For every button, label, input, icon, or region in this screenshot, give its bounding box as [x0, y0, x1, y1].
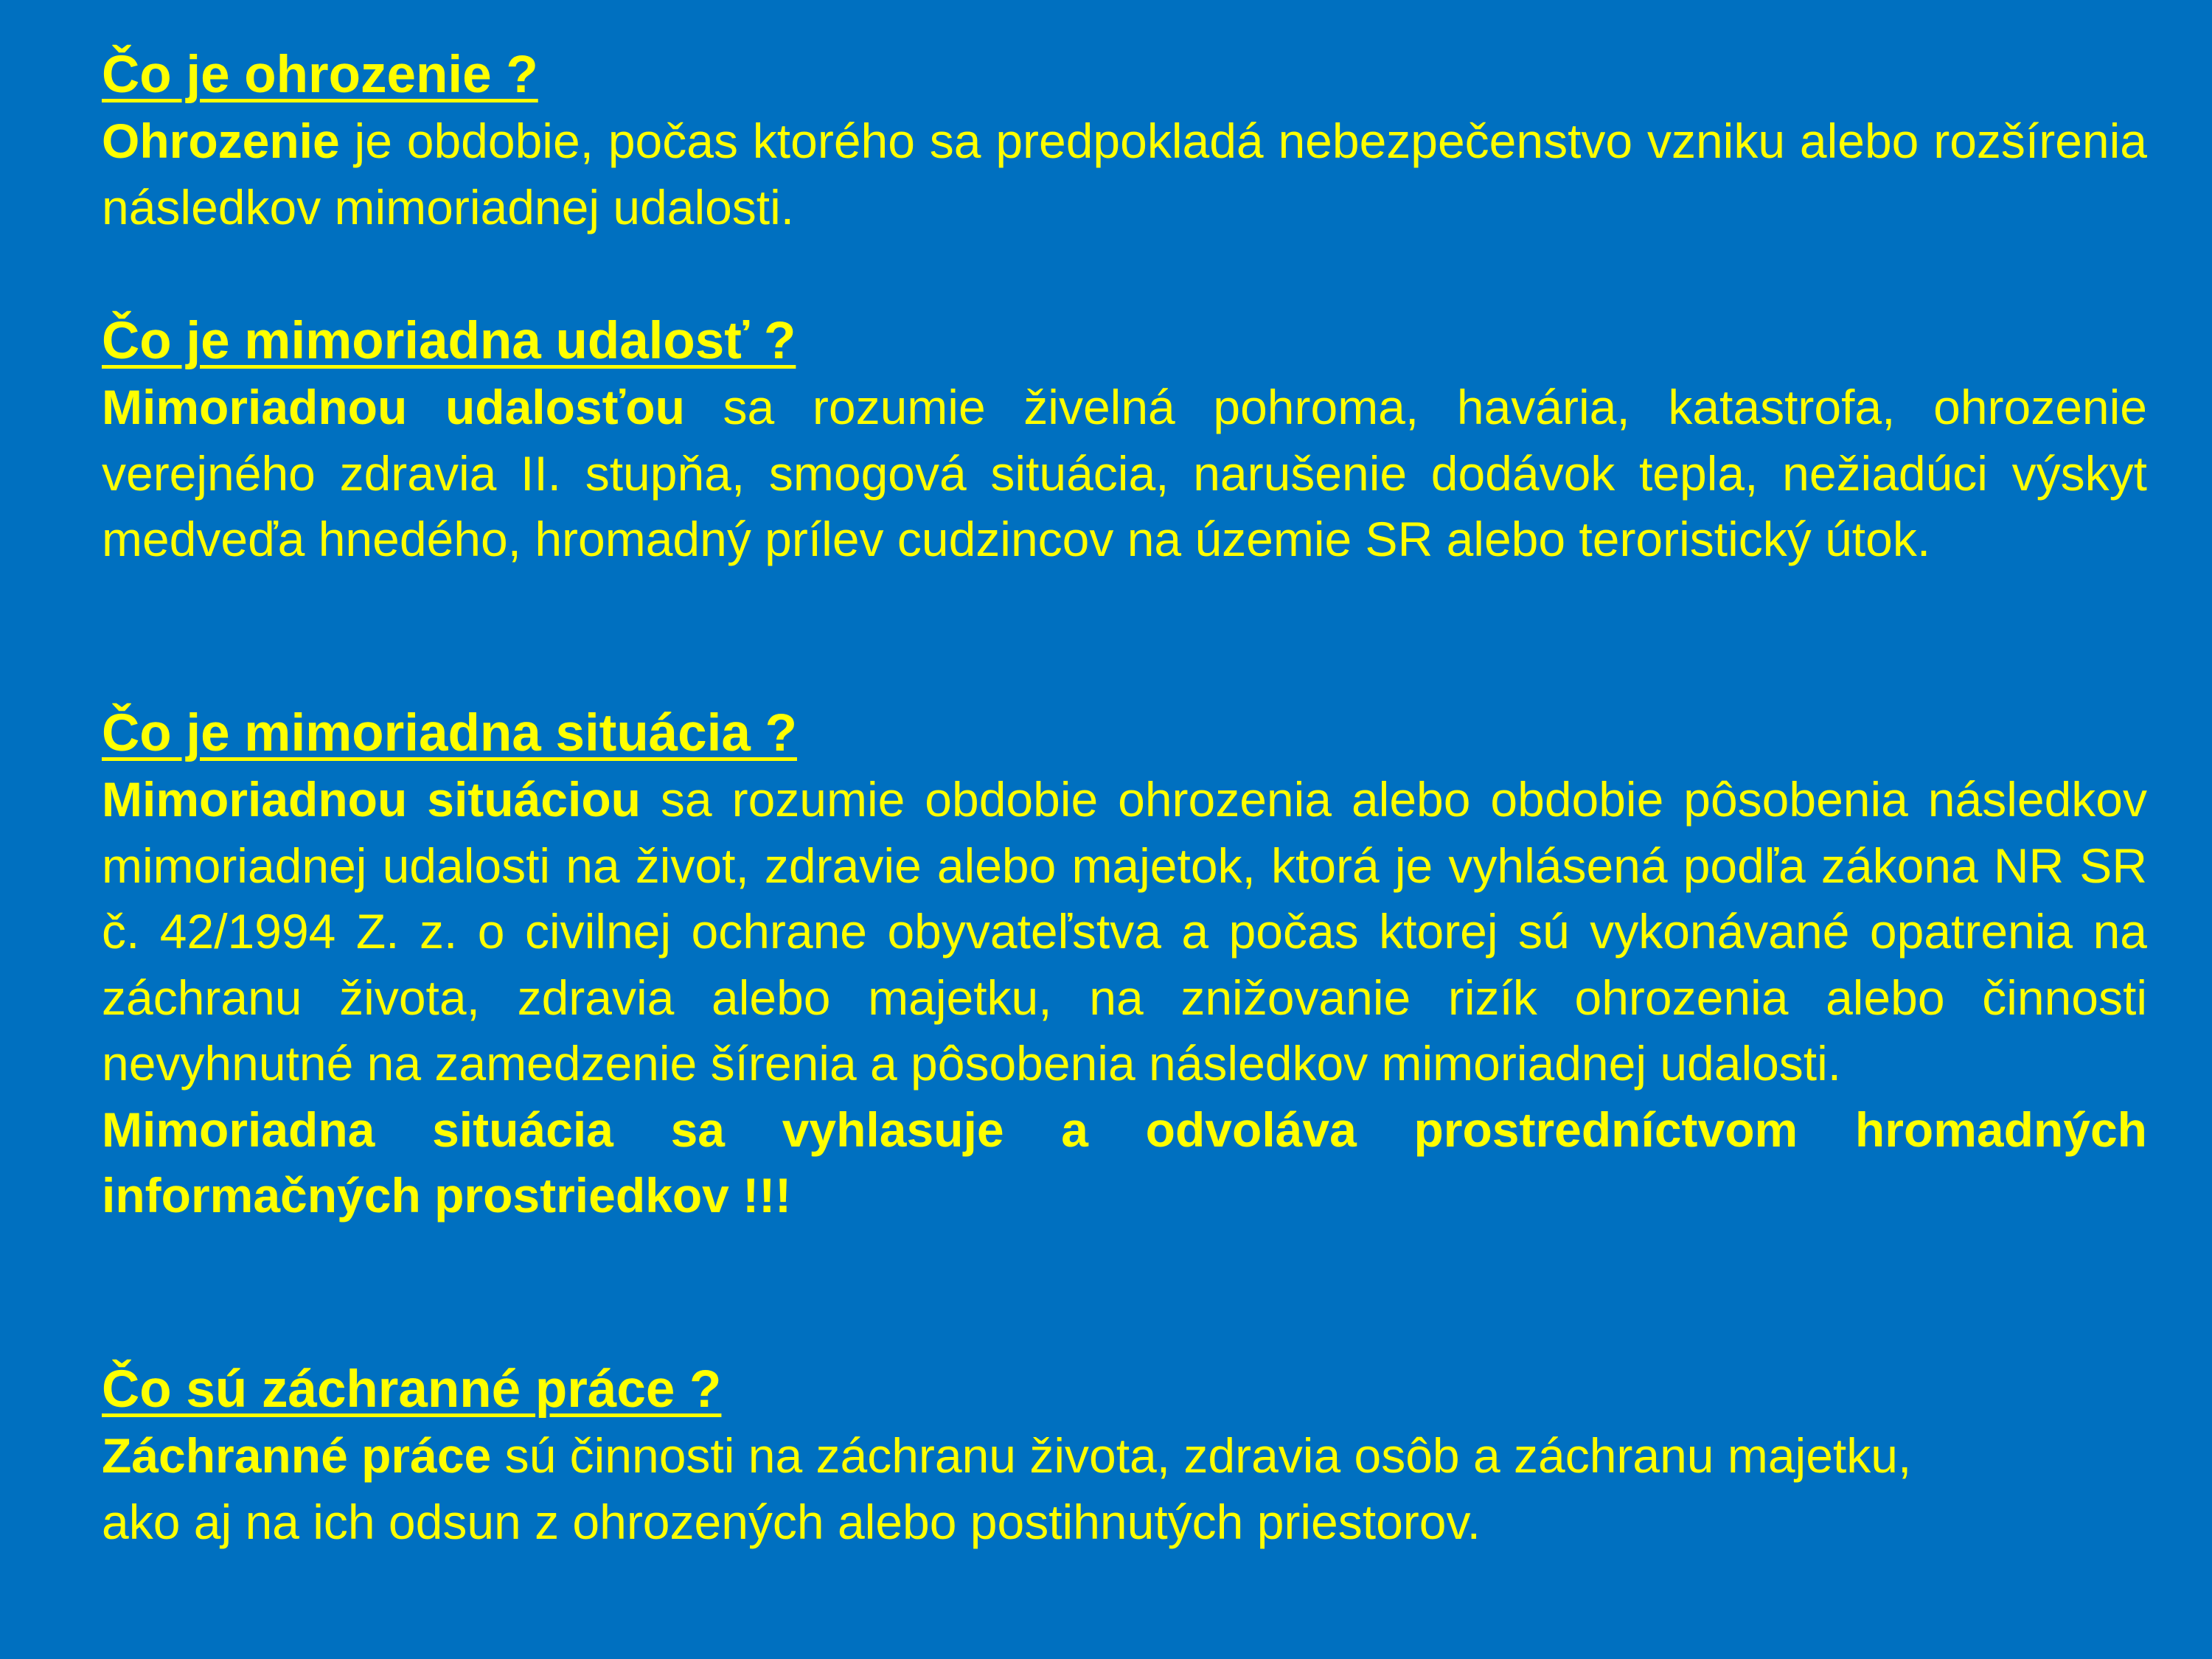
heading-mimoriadna-udalost: Čo je mimoriadna udalosť ?: [102, 312, 796, 370]
section-zachranne-prace: [102, 1357, 2147, 1555]
definition-mimoriadna-udalost: sa rozumie živelná pohroma, havária, katastrofa, ohrozenie verejného zdravia II. stupňa, smogová situácia, narušenie dodávok tepla, nežiadúci výskyt medveďa hnedého, hromadný prílev cudzincov na územie SR alebo teroristický útok.: [102, 380, 2147, 566]
term-mimoriadna-situacia: Mimoriadnou situáciou: [102, 772, 641, 827]
heading-ohrozenie: Čo je ohrozenie ?: [102, 46, 538, 104]
definition-mimoriadna-situacia: sa rozumie obdobie ohrozenia alebo obdobie pôsobenia následkov mimoriadnej udalosti na život, zdravie alebo majetok, ktorá je vyhlásená podľa zákona NR SR č. 42/1994 Z. z. o civilnej ochrane obyvateľstva a počas ktorej sú vykonávané opatrenia na záchranu života, zdravia alebo majetku, na znižovanie rizík ohrozenia alebo činnosti nevyhnutné na zamedzenie šírenia a pôsobenia následkov mimoriadnej udalosti.: [102, 772, 2148, 1091]
section-ohrozenie: [102, 42, 2147, 240]
heading-zachranne-prace: Čo sú záchranné práce ?: [102, 1360, 722, 1419]
section-mimoriadna-udalost: [102, 308, 2147, 573]
paragraph-mimoriadna-udalost: [102, 375, 2147, 573]
definition-ohrozenie: je obdobie, počas ktorého sa predpokladá nebezpečenstvo vzniku alebo rozšírenia následkov mimoriadnej udalosti.: [102, 114, 2147, 234]
definition-zachranne-prace: sú činnosti na záchranu života, zdravia osôb a záchranu majetku, ako aj na ich odsun z ohrozených alebo postihnutých priestorov.: [102, 1428, 1912, 1549]
term-zachranne-prace: Záchranné práce: [102, 1428, 492, 1483]
paragraph-ohrozenie: [102, 108, 2147, 240]
notice-mimoriadna-situacia: Mimoriadna situácia sa vyhlasuje a odvoláva prostredníctvom hromadných informačných prostriedkov !!!: [102, 1102, 2147, 1222]
term-mimoriadna-udalost: Mimoriadnou udalosťou: [102, 380, 685, 434]
paragraph-mimoriadna-situacia: [102, 767, 2147, 1097]
paragraph-zachranne-prace: [102, 1423, 1989, 1555]
term-ohrozenie: Ohrozenie: [102, 114, 340, 168]
section-mimoriadna-situacia: [102, 700, 2147, 1229]
heading-mimoriadna-situacia: Čo je mimoriadna situácia ?: [102, 704, 797, 762]
